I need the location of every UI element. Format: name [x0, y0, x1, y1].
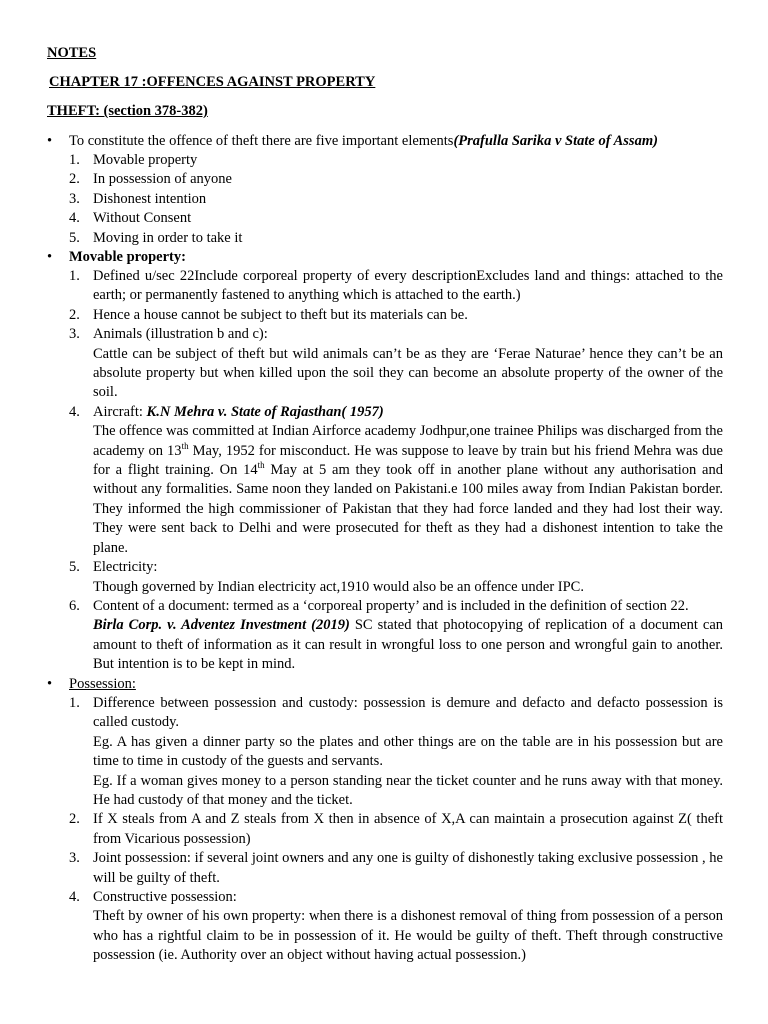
list-item: 4. Aircraft: K.N Mehra v. State of Rajasthan( 1957) The offence was committed at Indian Airforce academy Jodhpur,one trainee Philips was discharged from the academy on 13th May, 1952 for misconduct. He was suppose to leave by train but his friend Mehra was due for a flight training. On 14th May at 5 am they took off in another plane without any authorisation and without any formalities. Same noon they landed on Pakistani.e 100 miles away from Indian Pakistan border. They informed the high commissioner of Pakistan that they had force landed and they had lost their way. They were sent back to Delhi and were prosecuted for theft as they had a dishonest intention to take the plane. [69, 403, 723, 556]
list-item: 2. Hence a house cannot be subject to theft but its materials can be. [69, 306, 468, 323]
movable-list [69, 267, 723, 675]
list-item: 4. Without Consent [69, 210, 192, 227]
theft-heading: THEFT: (section 378-382) [47, 103, 208, 119]
list-item: 1. Defined u/sec 22Include corporeal property of every descriptionExcludes land and things: attached to the earth; or permanently fastened to anything which is attached to the earth.) [69, 268, 723, 304]
case-citation: K.N Mehra v. State of Rajasthan( 1957) [146, 403, 384, 420]
list-item: 1. Movable property [69, 152, 198, 168]
intro-text: To constitute the offence of theft there are five important elements(Prafulla Sarika v State of Assam) [69, 133, 658, 149]
list-item: 2. In possession of anyone [69, 171, 232, 188]
possession-title: Possession: [69, 676, 136, 692]
list-item: 3. Joint possession: if several joint owners and any one is guilty of dishonestly taking exclusive possession , he will be guilty of theft. [69, 850, 723, 886]
list-item: 6. Content of a document: termed as a ‘corporeal property’ and is included in the definition of section 22. Birla Corp. v. Adventez Investment (2019) SC stated that photocopying of replication of a document can amount to theft of information as it can result in wrongful loss to one person and wrongful gain to another. But intention is to be kept in mind. [69, 597, 723, 673]
list-item: 5. Electricity: Though governed by Indian electricity act,1910 would also be an offence under IPC. [69, 559, 584, 595]
list-item: 1. Difference between possession and custody: possession is demure and defacto and defacto possession is called custody. Eg. A has given a dinner party so the plates and other things are on the table are in his possession but are time to time in custody of the guests and servants. Eg. If a woman gives money to a person standing near the ticket counter and he runs away with that money. He had custody of that money and the ticket. [69, 695, 723, 809]
case-citation: Birla Corp. v. Adventez Investment (2019) [93, 617, 350, 634]
notes-heading: NOTES [47, 45, 97, 61]
list-item: 2. If X steals from A and Z steals from X then in absence of X,A can maintain a prosecution against Z( theft from Vicarious possession) [69, 811, 723, 847]
list-item: 4. Constructive possession: Theft by owner of his own property: when there is a dishonest removal of thing from possession of a person who has a rightful claim to be in possession of it. He would be guilty of theft. Theft through constructive possession (ie. Authority over an object without having actual possession.) [69, 889, 723, 964]
movable-title: Movable property: [69, 249, 186, 265]
chapter-heading: CHAPTER 17 :OFFENCES AGAINST PROPERTY [49, 74, 376, 90]
possession-list [69, 694, 723, 966]
elements-list [69, 151, 723, 248]
list-item: 3. Animals (illustration b and c): Cattle can be subject of theft but wild animals can’t be as they are ‘Ferae Naturae’ hence they can’t be an absolute property but when killed upon the soil they can become an absolute property of the owner of the soil. [69, 326, 723, 401]
intro-case: (Prafulla Sarika v State of Assam) [453, 133, 658, 149]
list-item: 3. Dishonest intention [69, 190, 207, 207]
list-item: 5. Moving in order to take it [69, 229, 243, 246]
